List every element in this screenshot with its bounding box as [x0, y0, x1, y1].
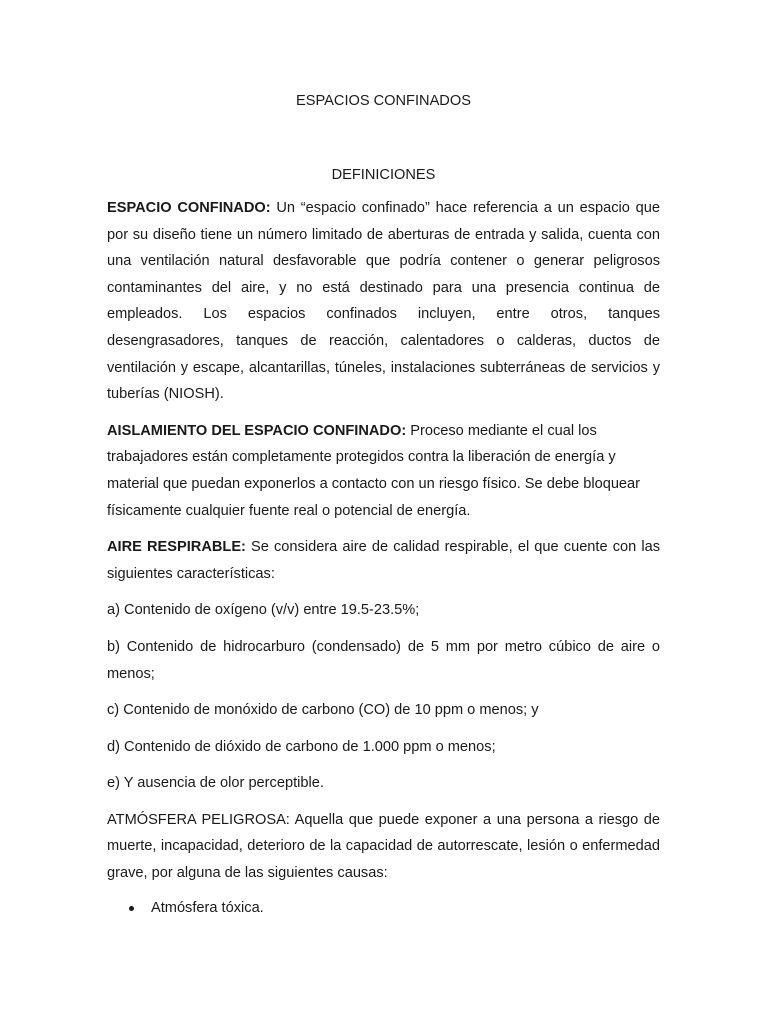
definition-text: Se considera aire de calidad respirable, el que cuente con las siguientes características:: [107, 539, 661, 582]
list-item: [107, 895, 660, 922]
list-item-text: Atmósfera tóxica.: [151, 899, 264, 916]
hazard-causes-list: [107, 895, 660, 922]
definition-espacio-confinado: [107, 195, 660, 408]
definition-aire-respirable: [107, 534, 660, 587]
definition-aislamiento: [107, 418, 660, 524]
definition-text: Un “espacio confinado” hace referencia a un espacio que por su diseño tiene un número limitado de aberturas de entrada y salida, cuenta con una ventilación natural desfavorable que podría contener o generar peligrosos contaminantes del aire, y no está destinado para una presencia continua de empleados. Los espacios confinados incluyen, entre otros, tanques desengrasadores, tanques de reacción, calentadores o calderas, ductos de ventilación y escape, alcantarillas, túneles, instalaciones subterráneas de servicios y tuberías (NIOSH).: [107, 200, 660, 403]
air-item-b: b) Contenido de hidrocarburo (condensado) de 5 mm por metro cúbico de aire o menos;: [107, 638, 660, 682]
definition-term: AISLAMIENTO DEL ESPACIO CONFINADO:: [107, 422, 407, 439]
document-title: ESPACIOS CONFINADOS: [296, 93, 471, 109]
definition-text: Proceso mediante el cual los trabajadores están completamente protegidos contra la liberación de energía y material que puedan exponerlos a contacto con un riesgo físico. Se debe bloquear físicamente cualquier fuente real o potencial de energía.: [107, 422, 641, 519]
section-heading: DEFINICIONES: [331, 167, 436, 183]
air-item-a: a) Contenido de oxígeno (v/v) entre 19.5-23.5%;: [107, 602, 420, 619]
air-item-c: c) Contenido de monóxido de carbono (CO) de 10 ppm o menos; y: [107, 702, 539, 719]
definition-term: ESPACIO CONFINADO:: [107, 200, 271, 216]
air-item-d: d) Contenido de dióxido de carbono de 1.000 ppm o menos;: [107, 738, 496, 755]
definition-term: AIRE RESPIRABLE:: [107, 539, 246, 556]
document-body: [107, 90, 660, 921]
bullet-icon: [129, 906, 134, 911]
air-item-e: e) Y ausencia de olor perceptible.: [107, 775, 324, 792]
definition-atmosfera-peligrosa: ATMÓSFERA PELIGROSA: Aquella que puede exponer a una persona a riesgo de muerte, incapacidad, deterioro de la capacidad de autorrescate, lesión o enfermedad grave, por alguna de las siguientes causas:: [107, 811, 660, 882]
